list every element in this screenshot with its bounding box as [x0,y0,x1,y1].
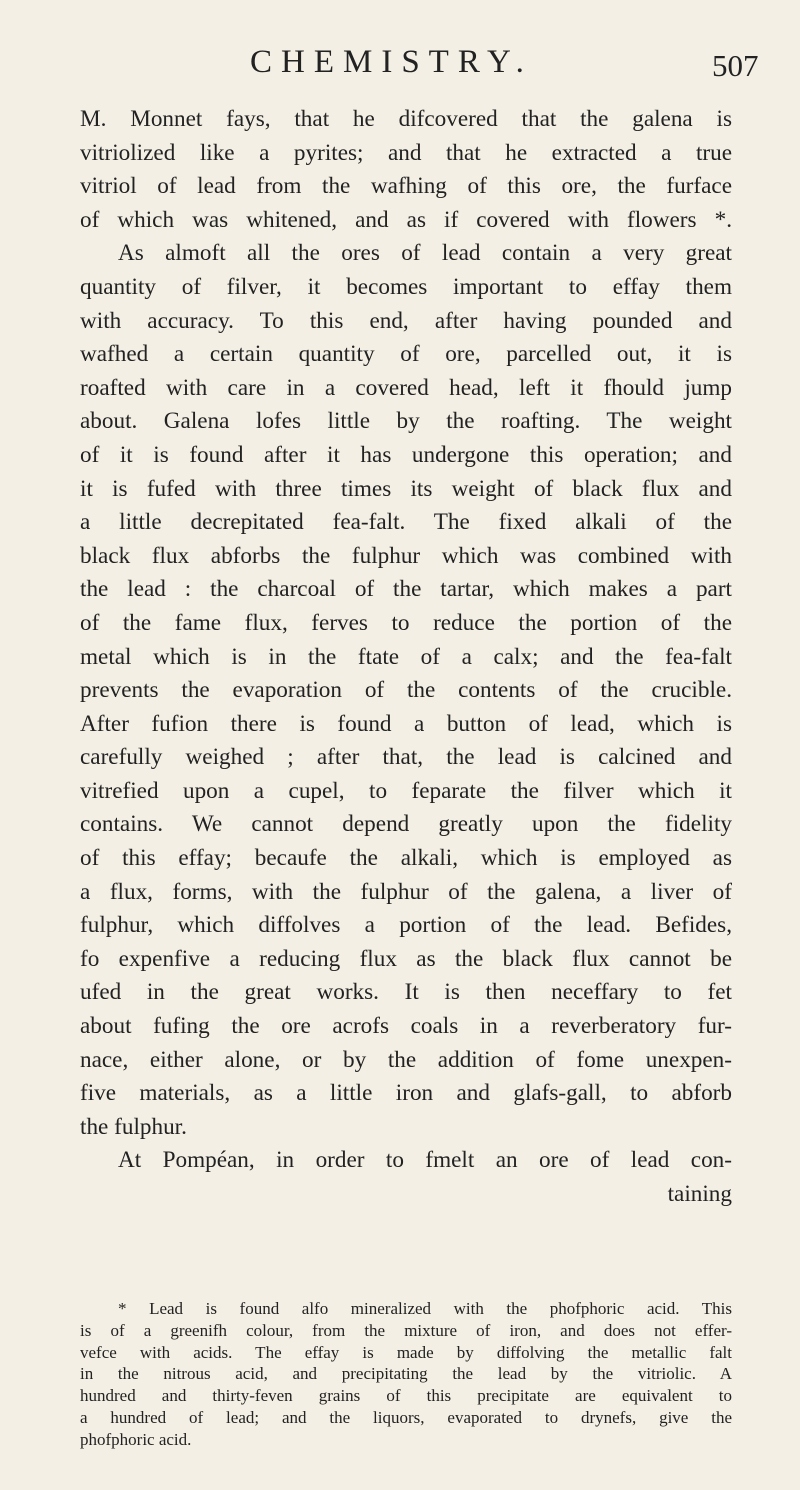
text-line: fulphur, which diffolves a portion of the lead. Befides, [80,912,732,939]
text-line: After fufion there is found a button of lead, which is [80,710,732,737]
text-line: M. Monnet fays, that he difcovered that the galena is [80,106,732,132]
page-number: 507 [712,48,759,83]
text-line: with accuracy. To this end, after having pounded and [80,307,732,334]
text-line: the lead : the charcoal of the tartar, which makes a part [80,576,732,603]
text-line: nace, either alone, or by the addition of fome unexpen- [80,1046,732,1073]
footnote-line: in the nitrous acid, and precipitating the lead by the vitriolic. A [80,1364,732,1384]
text-line: As almoft all the ores of lead contain a very great [118,240,732,267]
text-line: vitriolized like a pyrites; and that he extracted a true [80,139,732,166]
footnote-line: is of a greenifh colour, from the mixture of iron, and does not effer- [80,1320,732,1340]
footnote-line: vefce with acids. The effay is made by diffolving the metallic falt [80,1342,732,1362]
text-line: a flux, forms, with the fulphur of the galena, a liver of [80,878,732,905]
footnote [80,1298,732,1451]
text-line: about fufing the ore acrofs coals in a reverberatory fur- [80,1013,732,1040]
page-header [0,44,800,94]
text-line: of which was whitened, and as if covered with flowers *. [80,206,732,233]
text-line: prevents the evaporation of the contents of the crucible. [80,677,732,704]
text-line: wafhed a certain quantity of ore, parcelled out, it is [80,341,732,368]
text-line: fo expenfive a reducing flux as the black flux cannot be [80,945,732,972]
text-line: black flux abforbs the fulphur which was combined with [80,542,732,569]
text-line: five materials, as a little iron and glafs-gall, to abforb [80,1080,732,1107]
text-line: At Pompéan, in order to fmelt an ore of lead con- [118,1147,732,1174]
text-line: carefully weighed ; after that, the lead is calcined and [80,744,732,771]
footnote-line: hundred and thirty-feven grains of this precipitate are equivalent to [80,1386,732,1406]
text-line: it is fufed with three times its weight of black flux and [80,475,732,502]
text-line: ufed in the great works. It is then neceffary to fet [80,979,732,1006]
text-line: quantity of filver, it becomes important to effay them [80,273,732,300]
text-line: contains. We cannot depend greatly upon the fidelity [80,811,732,838]
footnote-line: phofphoric acid. [80,1429,192,1449]
catchword: taining [667,1181,732,1207]
text-line: metal which is in the ftate of a calx; and the fea-falt [80,643,732,670]
text-line: about. Galena lofes little by the roafting. The weight [80,408,732,435]
running-title: CHEMISTRY. [250,44,533,80]
body-text [80,103,732,1212]
text-line: roafted with care in a covered head, left it fhould jump [80,374,732,401]
text-line: a little decrepitated fea-falt. The fixed alkali of the [80,509,732,536]
text-line: vitriol of lead from the wafhing of this ore, the furface [80,173,732,200]
text-line: the fulphur. [80,1113,187,1140]
text-line: of this effay; becaufe the alkali, which is employed as [80,845,732,872]
text-line: of it is found after it has undergone this operation; and [80,441,732,468]
text-line: vitrefied upon a cupel, to feparate the filver which it [80,777,732,804]
footnote-line: * Lead is found alfo mineralized with the phofphoric acid. This [118,1299,732,1318]
text-line: of the fame flux, ferves to reduce the portion of the [80,609,732,636]
footnote-line: a hundred of lead; and the liquors, evaporated to drynefs, give the [80,1407,732,1427]
